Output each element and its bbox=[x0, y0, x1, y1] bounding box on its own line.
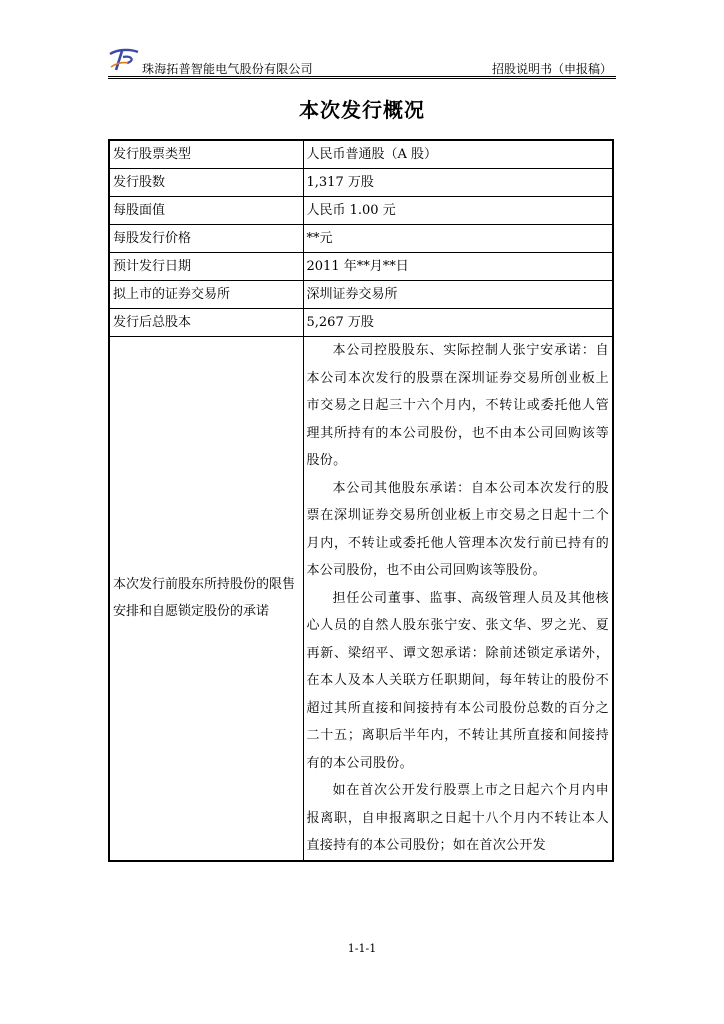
table-row bbox=[109, 281, 613, 309]
row-label: 每股面值 bbox=[109, 197, 303, 225]
row-value: 5,267 万股 bbox=[303, 309, 613, 337]
lockup-paragraph: 担任公司董事、监事、高级管理人员及其他核心人员的自然人股东张宁安、张文华、罗之光、夏再新、梁绍平、谭文恕承诺：除前述锁定承诺外，在本人及本人关联方任职期间，每年转让的股份不超过其所直接和间接持有本公司股份总数的百分之二十五；离职后半年内，不转让其所直接和间接持有的本公司股份。 bbox=[306, 590, 609, 771]
lockup-paragraph: 本公司控股股东、实际控制人张宁安承诺：自本公司本次发行的股票在深圳证券交易所创业板上市交易之日起三十六个月内，不转让或委托他人管理其所持有的本公司股份，也不由本公司回购该等股份。 bbox=[306, 343, 609, 468]
company-name: 珠海拓普智能电气股份有限公司 bbox=[142, 62, 313, 76]
document-type: 招股说明书（申报稿） bbox=[491, 62, 612, 76]
header-rule-secondary bbox=[108, 78, 616, 79]
row-value: 深圳证券交易所 bbox=[303, 281, 613, 309]
row-value: **元 bbox=[303, 225, 613, 253]
row-value: 1,317 万股 bbox=[303, 169, 613, 197]
lockup-paragraph: 本公司其他股东承诺：自本公司本次发行的股票在深圳证券交易所创业板上市交易之日起十二个月内，不转让或委托他人管理本次发行前已持有的本公司股份，也不由公司回购该等股份。 bbox=[306, 480, 609, 578]
lockup-commitments bbox=[303, 337, 613, 861]
row-value: 人民币 1.00 元 bbox=[303, 197, 613, 225]
table-row bbox=[109, 225, 613, 253]
row-label: 预计发行日期 bbox=[109, 253, 303, 281]
table-row bbox=[109, 253, 613, 281]
row-label: 发行股票类型 bbox=[109, 140, 303, 169]
lockup-paragraph: 如在首次公开发行股票上市之日起六个月内申报离职，自申报离职之日起十八个月内不转让本人直接持有的本公司股份；如在首次公开发 bbox=[306, 783, 609, 853]
table-row bbox=[109, 309, 613, 337]
row-label: 发行后总股本 bbox=[109, 309, 303, 337]
row-value: 人民币普通股（A 股） bbox=[303, 140, 613, 169]
row-value: 2011 年**月**日 bbox=[303, 253, 613, 281]
lockup-row bbox=[109, 337, 613, 861]
offering-overview-table bbox=[108, 139, 614, 862]
row-label: 每股发行价格 bbox=[109, 225, 303, 253]
tp-company-logo-icon bbox=[108, 48, 140, 72]
row-label: 发行股数 bbox=[109, 169, 303, 197]
page-header bbox=[108, 48, 616, 74]
header-rule bbox=[108, 76, 616, 77]
table-row bbox=[109, 197, 613, 225]
page-number: 1-1-1 bbox=[347, 942, 377, 955]
lockup-label: 本次发行前股东所持股份的限售安排和自愿锁定股份的承诺 bbox=[109, 337, 303, 861]
page-title: 本次发行概况 bbox=[299, 98, 425, 122]
row-label: 拟上市的证券交易所 bbox=[109, 281, 303, 309]
table-row bbox=[109, 140, 613, 169]
table-row bbox=[109, 169, 613, 197]
